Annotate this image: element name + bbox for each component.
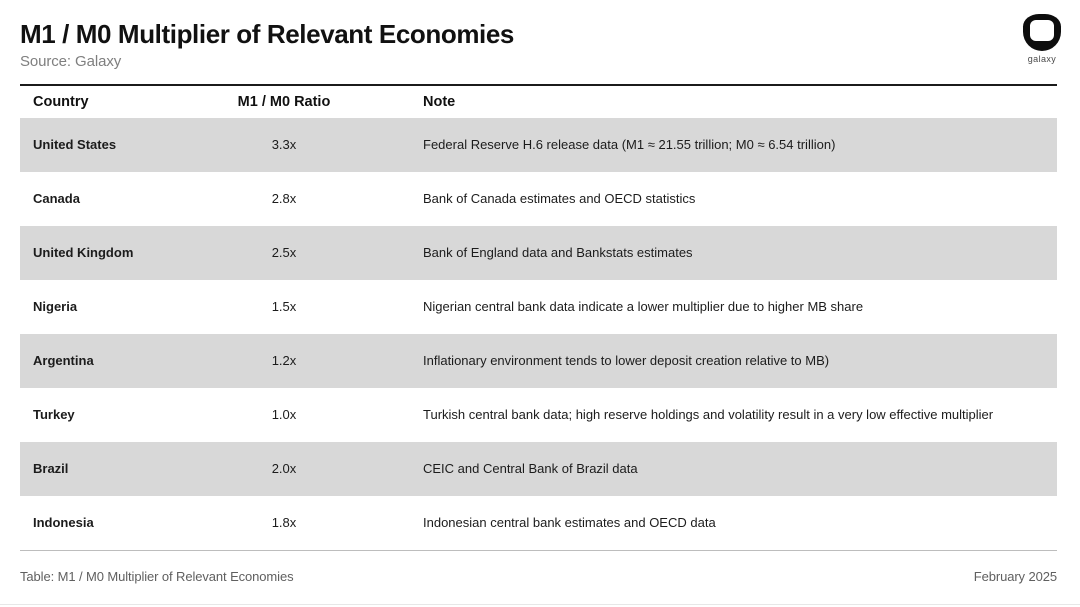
ratio-cell: 2.5x [271,245,297,261]
note-cell: Indonesian central bank estimates and OECD data [423,515,716,531]
date-label: February 2025 [973,568,1057,584]
ratio-cell: 2.8x [271,191,297,207]
ratio-cell: 1.8x [271,515,297,531]
table-row [20,226,1057,280]
galaxy-logo-icon [1023,14,1061,51]
country-cell: Turkey [33,407,75,423]
table-row [20,172,1057,226]
ratio-cell: 3.3x [271,137,297,153]
note-cell: Bank of Canada estimates and OECD statistics [423,191,696,207]
source-label: Source: Galaxy [20,52,122,70]
ratio-cell: 1.5x [271,299,297,315]
data-table [20,84,1057,551]
note-cell: Nigerian central bank data indicate a lower multiplier due to higher MB share [423,299,864,315]
column-header-country: Country [33,93,89,110]
ratio-cell: 1.2x [271,353,297,369]
country-cell: Nigeria [33,299,78,315]
table-body [20,118,1057,550]
country-cell: United States [33,137,117,153]
note-cell: Federal Reserve H.6 release data (M1 ≈ 21.55 trillion; M0 ≈ 6.54 trillion) [423,137,836,153]
country-cell: Brazil [33,461,69,477]
country-cell: Canada [33,191,80,207]
table-row [20,118,1057,172]
table-row [20,388,1057,442]
ratio-cell: 2.0x [271,461,297,477]
galaxy-logo-inner [1030,20,1054,41]
galaxy-logo-label: galaxy [1027,54,1057,64]
figure-footer [20,569,1057,584]
table-row [20,334,1057,388]
country-cell: United Kingdom [33,245,134,261]
table-header-row [20,86,1057,118]
page-title: M1 / M0 Multiplier of Relevant Economies [20,19,514,49]
table-row [20,442,1057,496]
column-header-note: Note [423,93,456,110]
note-cell: CEIC and Central Bank of Brazil data [423,461,638,477]
ratio-cell: 1.0x [271,407,297,423]
note-cell: Turkish central bank data; high reserve holdings and volatility result in a very low effective multiplier [423,407,994,423]
note-cell: Inflationary environment tends to lower deposit creation relative to MB) [423,353,830,369]
table-caption: Table: M1 / M0 Multiplier of Relevant Economies [20,568,294,584]
note-cell: Bank of England data and Bankstats estimates [423,245,693,261]
galaxy-brand [1020,14,1064,64]
country-cell: Indonesia [33,515,94,531]
column-header-ratio: M1 / M0 Ratio [237,93,331,110]
table-row [20,280,1057,334]
figure-header [0,0,1080,70]
bottom-edge-divider [0,604,1080,605]
table-row [20,496,1057,550]
country-cell: Argentina [33,353,94,369]
